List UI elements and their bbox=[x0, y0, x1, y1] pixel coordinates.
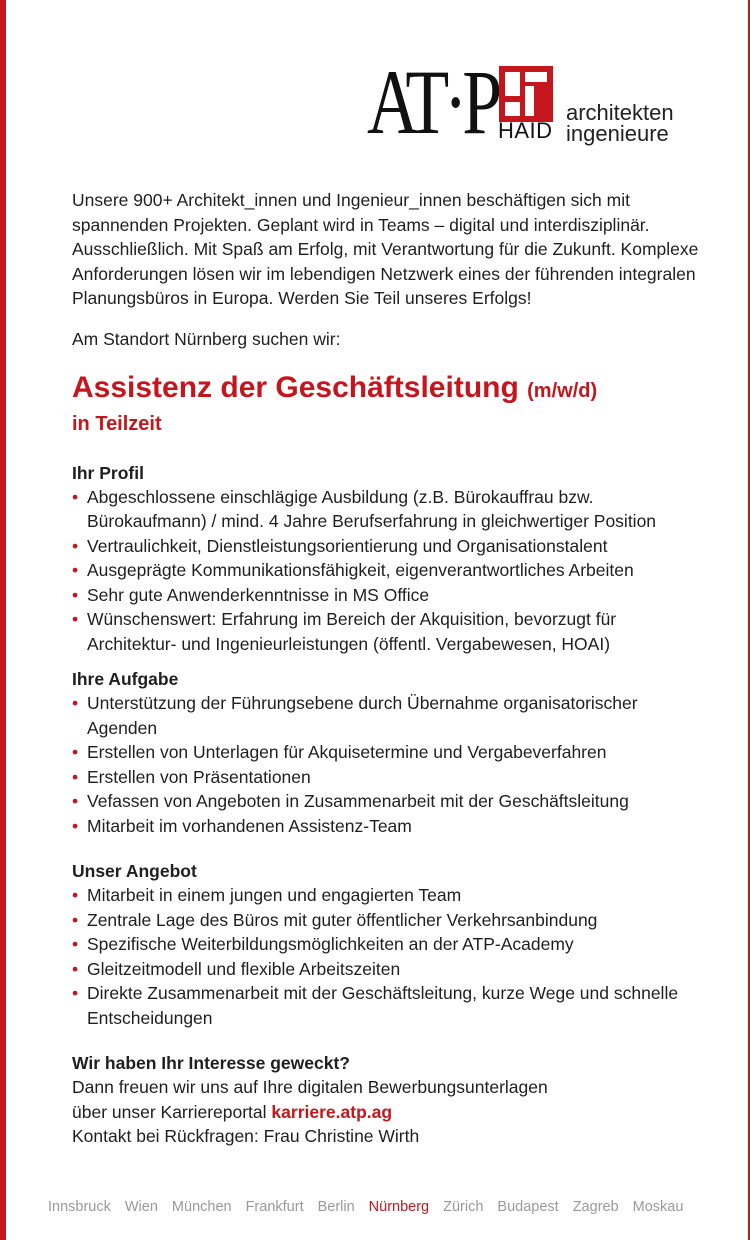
career-portal-link[interactable]: karriere.atp.ag bbox=[271, 1101, 393, 1122]
list-item: • Wünschenswert: Erfahrung im Bereich der Akquisition, bevorzugt für Architektur- und Ingenieurleistungen (öffentl. Vergabewesen, HOAI) bbox=[72, 609, 617, 654]
location-item: München bbox=[171, 1199, 232, 1215]
list-item: • Mitarbeit in einem jungen und engagierten Team bbox=[72, 883, 702, 908]
location-item: Berlin bbox=[317, 1199, 355, 1215]
bullet-icon: • bbox=[72, 909, 79, 930]
section-aufgabe bbox=[72, 667, 702, 838]
section-angebot-heading: Unser Angebot bbox=[72, 861, 197, 881]
list-item: • Zentrale Lage des Büros mit guter öffentlicher Verkehrsanbindung bbox=[72, 908, 702, 933]
location-item: Zürich bbox=[443, 1199, 484, 1215]
location-item: Innsbruck bbox=[48, 1199, 111, 1215]
logo-sub: HAID bbox=[498, 118, 553, 143]
logo-wordmark: AT·P bbox=[367, 51, 497, 153]
job-ad-content bbox=[72, 188, 702, 1149]
section-contact bbox=[72, 1051, 702, 1149]
aufgabe-list bbox=[72, 691, 702, 838]
contact-line1: Dann freuen wir uns auf Ihre digitalen Bewerbungsunterlagen bbox=[72, 1077, 548, 1097]
list-item: • Vertraulichkeit, Dienstleistungsorientierung und Organisationstalent bbox=[72, 534, 702, 559]
profil-list bbox=[72, 485, 702, 657]
logo-line1: architekten bbox=[566, 100, 674, 125]
bullet-icon: • bbox=[72, 766, 79, 787]
bullet-icon: • bbox=[72, 815, 79, 836]
section-profil bbox=[72, 461, 702, 657]
bullet-icon: • bbox=[72, 958, 79, 979]
logo-line2: ingenieure bbox=[566, 121, 669, 146]
list-item: • Vefassen von Angeboten in Zusammenarbeit mit der Geschäftsleitung bbox=[72, 789, 702, 814]
location-text: Am Standort Nürnberg suchen wir: bbox=[72, 328, 341, 349]
job-title bbox=[72, 371, 702, 408]
bullet-icon: • bbox=[72, 584, 79, 605]
locations-footer bbox=[48, 1198, 738, 1216]
angebot-list bbox=[72, 883, 702, 1030]
bullet-icon: • bbox=[72, 693, 79, 713]
job-title-suffix: (m/w/d) bbox=[527, 379, 598, 402]
job-title-text: Assistenz der Geschäftsleitung bbox=[72, 370, 519, 404]
bullet-icon: • bbox=[72, 885, 79, 905]
list-item: • Ausgeprägte Kommunikationsfähigkeit, eigenverantwortliches Arbeiten bbox=[72, 558, 702, 583]
bullet-icon: • bbox=[72, 742, 79, 762]
bullet-icon: • bbox=[72, 791, 79, 811]
list-item: • Erstellen von Unterlagen für Akquisetermine und Vergabeverfahren bbox=[72, 740, 702, 765]
section-angebot bbox=[72, 859, 702, 1030]
bullet-icon: • bbox=[72, 934, 79, 954]
location-item: Frankfurt bbox=[245, 1199, 304, 1215]
location-item: Moskau bbox=[632, 1199, 684, 1215]
location-item: Zagreb bbox=[572, 1199, 619, 1215]
list-item: • Abgeschlossene einschlägige Ausbildung (z.B. Bürokauffrau bzw. Bürokaufmann) / mind. 4 Jahre Berufserfahrung in gleichwertiger Position bbox=[72, 486, 657, 531]
list-item: • Unterstützung der Führungsebene durch Übernahme organisatorischer Agenden bbox=[72, 693, 638, 738]
intro-text: Unsere 900+ Architekt_innen und Ingenieur_innen beschäftigen sich mit spannenden Projekten. Geplant wird in Teams – digital und interdisziplinär. Ausschließlich. Mit Spaß am Erfolg, mit Verantwortung für die Zukunft. Komplexe Anforderungen lösen wir im lebendigen Netzwerk eines der führenden integralen Planungsbüros in Europa. Werden Sie Teil unseres Erfolgs! bbox=[72, 190, 699, 308]
list-item: • Spezifische Weiterbildungsmöglichkeiten an der ATP-Academy bbox=[72, 932, 702, 957]
list-item: • Direkte Zusammenarbeit mit der Geschäftsleitung, kurze Wege und schnelle Entscheidungen bbox=[72, 983, 679, 1028]
location-item-active: Nürnberg bbox=[368, 1199, 430, 1215]
section-aufgabe-heading: Ihre Aufgabe bbox=[72, 669, 179, 689]
bullet-icon: • bbox=[72, 486, 79, 507]
location-item: Budapest bbox=[497, 1199, 559, 1215]
bullet-icon: • bbox=[72, 983, 79, 1003]
list-item: • Gleitzeitmodell und flexible Arbeitszeiten bbox=[72, 957, 702, 982]
list-item: • Mitarbeit im vorhandenen Assistenz-Team bbox=[72, 814, 702, 839]
job-subtitle: in Teilzeit bbox=[72, 412, 162, 435]
list-item: • Sehr gute Anwenderkenntnisse in MS Office bbox=[72, 583, 702, 608]
section-profil-heading: Ihr Profil bbox=[72, 462, 144, 483]
bullet-icon: • bbox=[72, 535, 79, 556]
bullet-icon: • bbox=[72, 560, 79, 580]
contact-line3: Kontakt bei Rückfragen: Frau Christine Wirth bbox=[72, 1126, 420, 1146]
company-logo bbox=[367, 51, 697, 153]
logo-mark-icon bbox=[499, 66, 553, 122]
contact-line2: über unser Karriereportal karriere.atp.ag bbox=[72, 1101, 393, 1122]
location-item: Wien bbox=[124, 1199, 158, 1215]
bullet-icon: • bbox=[72, 609, 79, 629]
list-item: • Erstellen von Präsentationen bbox=[72, 765, 702, 790]
contact-heading: Wir haben Ihr Interesse geweckt? bbox=[72, 1053, 350, 1073]
